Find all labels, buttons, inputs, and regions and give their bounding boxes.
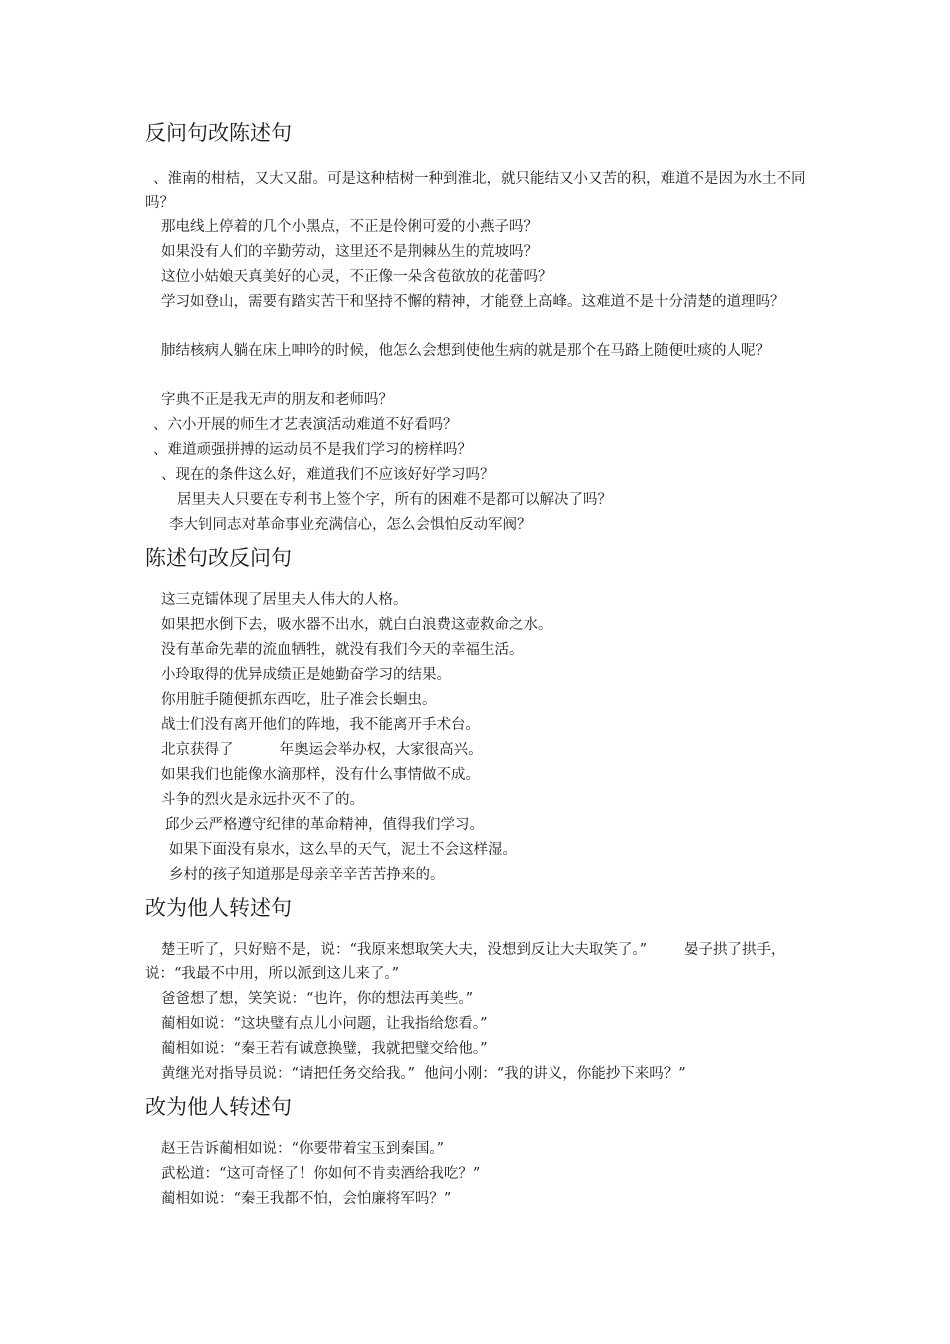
list-item: 爸爸想了想，笑笑说：“也许，你的想法再美些。” bbox=[161, 991, 474, 1007]
section-heading: 改为他人转述句 bbox=[145, 1095, 292, 1119]
list-item: 蔺相如说：“秦王我都不怕，会怕廉将军吗？” bbox=[161, 1191, 452, 1207]
list-item: 斗争的烈火是永远扑灭不了的。 bbox=[161, 792, 364, 808]
list-item: 黄继光对指导员说：“请把任务交给我。” 他问小刚：“我的讲义，你能抄下来吗？” bbox=[161, 1066, 686, 1082]
list-item: 、六小开展的师生才艺表演活动难道不好看吗？ bbox=[153, 417, 458, 433]
list-item: 如果下面没有泉水，这么旱的天气，泥土不会这样湿。 bbox=[169, 842, 517, 858]
list-item: 李大钊同志对革命事业充满信心，怎么会惧怕反动军阀？ bbox=[169, 517, 532, 533]
list-item: 邱少云严格遵守纪律的革命精神，值得我们学习。 bbox=[165, 817, 484, 833]
list-item: 学习如登山，需要有踏实苦干和坚持不懈的精神，才能登上高峰。这难道不是十分清楚的道理吗？ bbox=[161, 294, 785, 310]
list-item: 肺结核病人躺在床上呻吟的时候，他怎么会想到使他生病的就是那个在马路上随便吐痰的人呢？ bbox=[161, 343, 770, 359]
list-item: 字典不正是我无声的朋友和老师吗？ bbox=[161, 392, 393, 408]
list-item: 、难道顽强拼搏的运动员不是我们学习的榜样吗？ bbox=[153, 442, 472, 458]
list-item: 这三克镭体现了居里夫人伟大的人格。 bbox=[161, 592, 408, 608]
list-item: 如果我们也能像水滴那样，没有什么事情做不成。 bbox=[161, 767, 480, 783]
list-item: 蔺相如说：“秦王若有诚意换璧，我就把璧交给他。” bbox=[161, 1041, 488, 1057]
list-item: 居里夫人只要在专利书上签个字，所有的困难不是都可以解决了吗？ bbox=[177, 492, 612, 508]
section-heading: 陈述句改反问句 bbox=[145, 546, 292, 570]
section-heading: 改为他人转述句 bbox=[145, 896, 292, 920]
list-item: 你用脏手随便抓东西吃，肚子准会长蛔虫。 bbox=[161, 692, 437, 708]
list-item: 如果把水倒下去，吸水器不出水，就白白浪费这壶救命之水。 bbox=[161, 617, 553, 633]
list-item: 如果没有人们的辛勤劳动，这里还不是荆棘丛生的荒坡吗？ bbox=[161, 244, 538, 260]
list-item: 赵王告诉蔺相如说：“你要带着宝玉到秦国。” bbox=[161, 1141, 445, 1157]
list-item: 楚王听了，只好赔不是，说：“我原来想取笑大夫，没想到反让大夫取笑了。” 晏子拱了拱手，说：“我最不中用，所以派到这儿来了。” bbox=[145, 942, 786, 982]
section-heading: 反问句改陈述句 bbox=[145, 121, 292, 145]
list-item: 乡村的孩子知道那是母亲辛辛苦苦挣来的。 bbox=[169, 867, 445, 883]
list-item: 这位小姑娘天真美好的心灵，不正像一朵含苞欲放的花蕾吗？ bbox=[161, 269, 553, 285]
list-item: 没有革命先辈的流血牺牲，就没有我们今天的幸福生活。 bbox=[161, 642, 524, 658]
list-item: 小玲取得的优异成绩正是她勤奋学习的结果。 bbox=[161, 667, 451, 683]
list-item: 蔺相如说：“这块璧有点儿小问题，让我指给您看。” bbox=[161, 1016, 488, 1032]
list-item: 武松道：“这可奇怪了！你如何不肯卖酒给我吃？” bbox=[161, 1166, 481, 1182]
list-item: 那电线上停着的几个小黑点，不正是伶俐可爱的小燕子吗？ bbox=[161, 219, 538, 235]
list-item: 、淮南的柑桔，又大又甜。可是这种桔树一种到淮北，就只能结又小又苦的积，难道不是因为水土不同吗？ bbox=[145, 171, 806, 211]
list-item: 北京获得了 年奥运会举办权，大家很高兴。 bbox=[161, 742, 483, 758]
list-item: 、现在的条件这么好，难道我们不应该好好学习吗？ bbox=[161, 467, 495, 483]
list-item: 战士们没有离开他们的阵地，我不能离开手术台。 bbox=[161, 717, 480, 733]
